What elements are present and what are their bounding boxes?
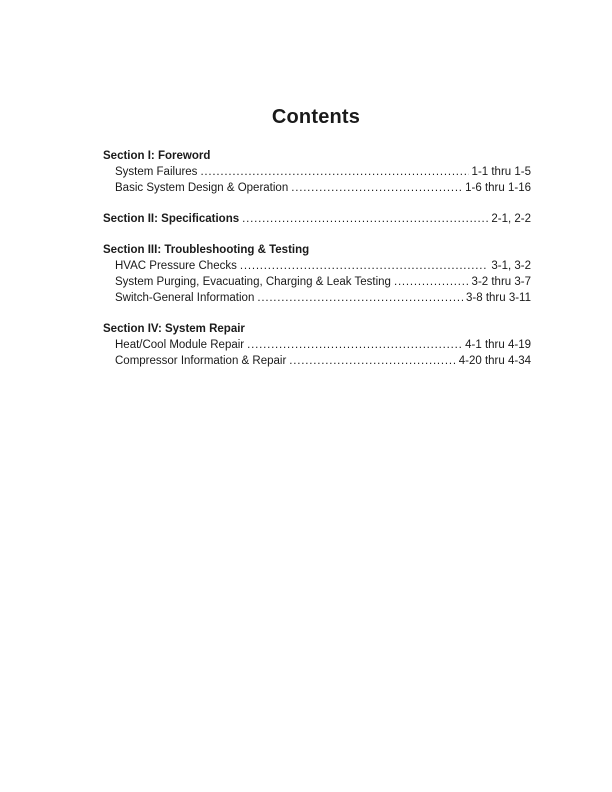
toc-entry-basic-system-design: [103, 180, 531, 196]
toc-entry-pages: 4-20 thru 4-34: [458, 355, 531, 367]
toc-entry-pages: 1-1 thru 1-5: [471, 166, 531, 178]
dot-leader: [291, 180, 462, 196]
toc-entry-pages: 3-8 thru 3-11: [466, 292, 531, 304]
toc-entry-label: Compressor Information & Repair: [115, 355, 287, 367]
toc-entry-pages: 2-1, 2-2: [491, 213, 531, 225]
section-foreword: [103, 148, 531, 196]
toc-entry-compressor: [103, 353, 531, 369]
dot-leader: [242, 211, 488, 227]
section-heading: Section II: Specifications: [103, 213, 240, 225]
toc-entry-pages: 3-2 thru 3-7: [471, 276, 531, 288]
section-heading: Section I: Foreword: [103, 150, 211, 162]
toc-entry-label: Basic System Design & Operation: [115, 182, 289, 194]
toc-entry-pages: 3-1, 3-2: [491, 260, 531, 272]
dot-leader: [200, 164, 468, 180]
toc-entry-system-purging: [103, 274, 531, 290]
section-troubleshooting: [103, 242, 531, 306]
toc-entry-system-failures: [103, 164, 531, 180]
section-heading: Section III: Troubleshooting & Testing: [103, 244, 310, 256]
toc-entry-label: System Purging, Evacuating, Charging & Leak Testing: [115, 276, 391, 288]
toc-entry-pages: 4-1 thru 4-19: [465, 339, 531, 351]
toc-entry-label: Heat/Cool Module Repair: [115, 339, 245, 351]
dot-leader: [247, 337, 462, 353]
table-of-contents: [103, 148, 531, 384]
toc-entry-label: Switch-General Information: [115, 292, 255, 304]
toc-entry-specifications: [103, 211, 531, 227]
dot-leader: [257, 290, 463, 306]
page-title: Contents: [271, 106, 361, 128]
section-specifications: [103, 211, 531, 227]
toc-entry-heat-cool-module: [103, 337, 531, 353]
toc-entry-hvac-pressure-checks: [103, 258, 531, 274]
section-system-repair: [103, 321, 531, 369]
section-heading: Section IV: System Repair: [103, 323, 245, 335]
toc-entry-label: System Failures: [115, 166, 198, 178]
dot-leader: [240, 258, 489, 274]
toc-entry-pages: 1-6 thru 1-16: [465, 182, 531, 194]
dot-leader: [289, 353, 455, 369]
toc-entry-label: HVAC Pressure Checks: [115, 260, 237, 272]
toc-entry-switch-general: [103, 290, 531, 306]
dot-leader: [394, 274, 469, 290]
